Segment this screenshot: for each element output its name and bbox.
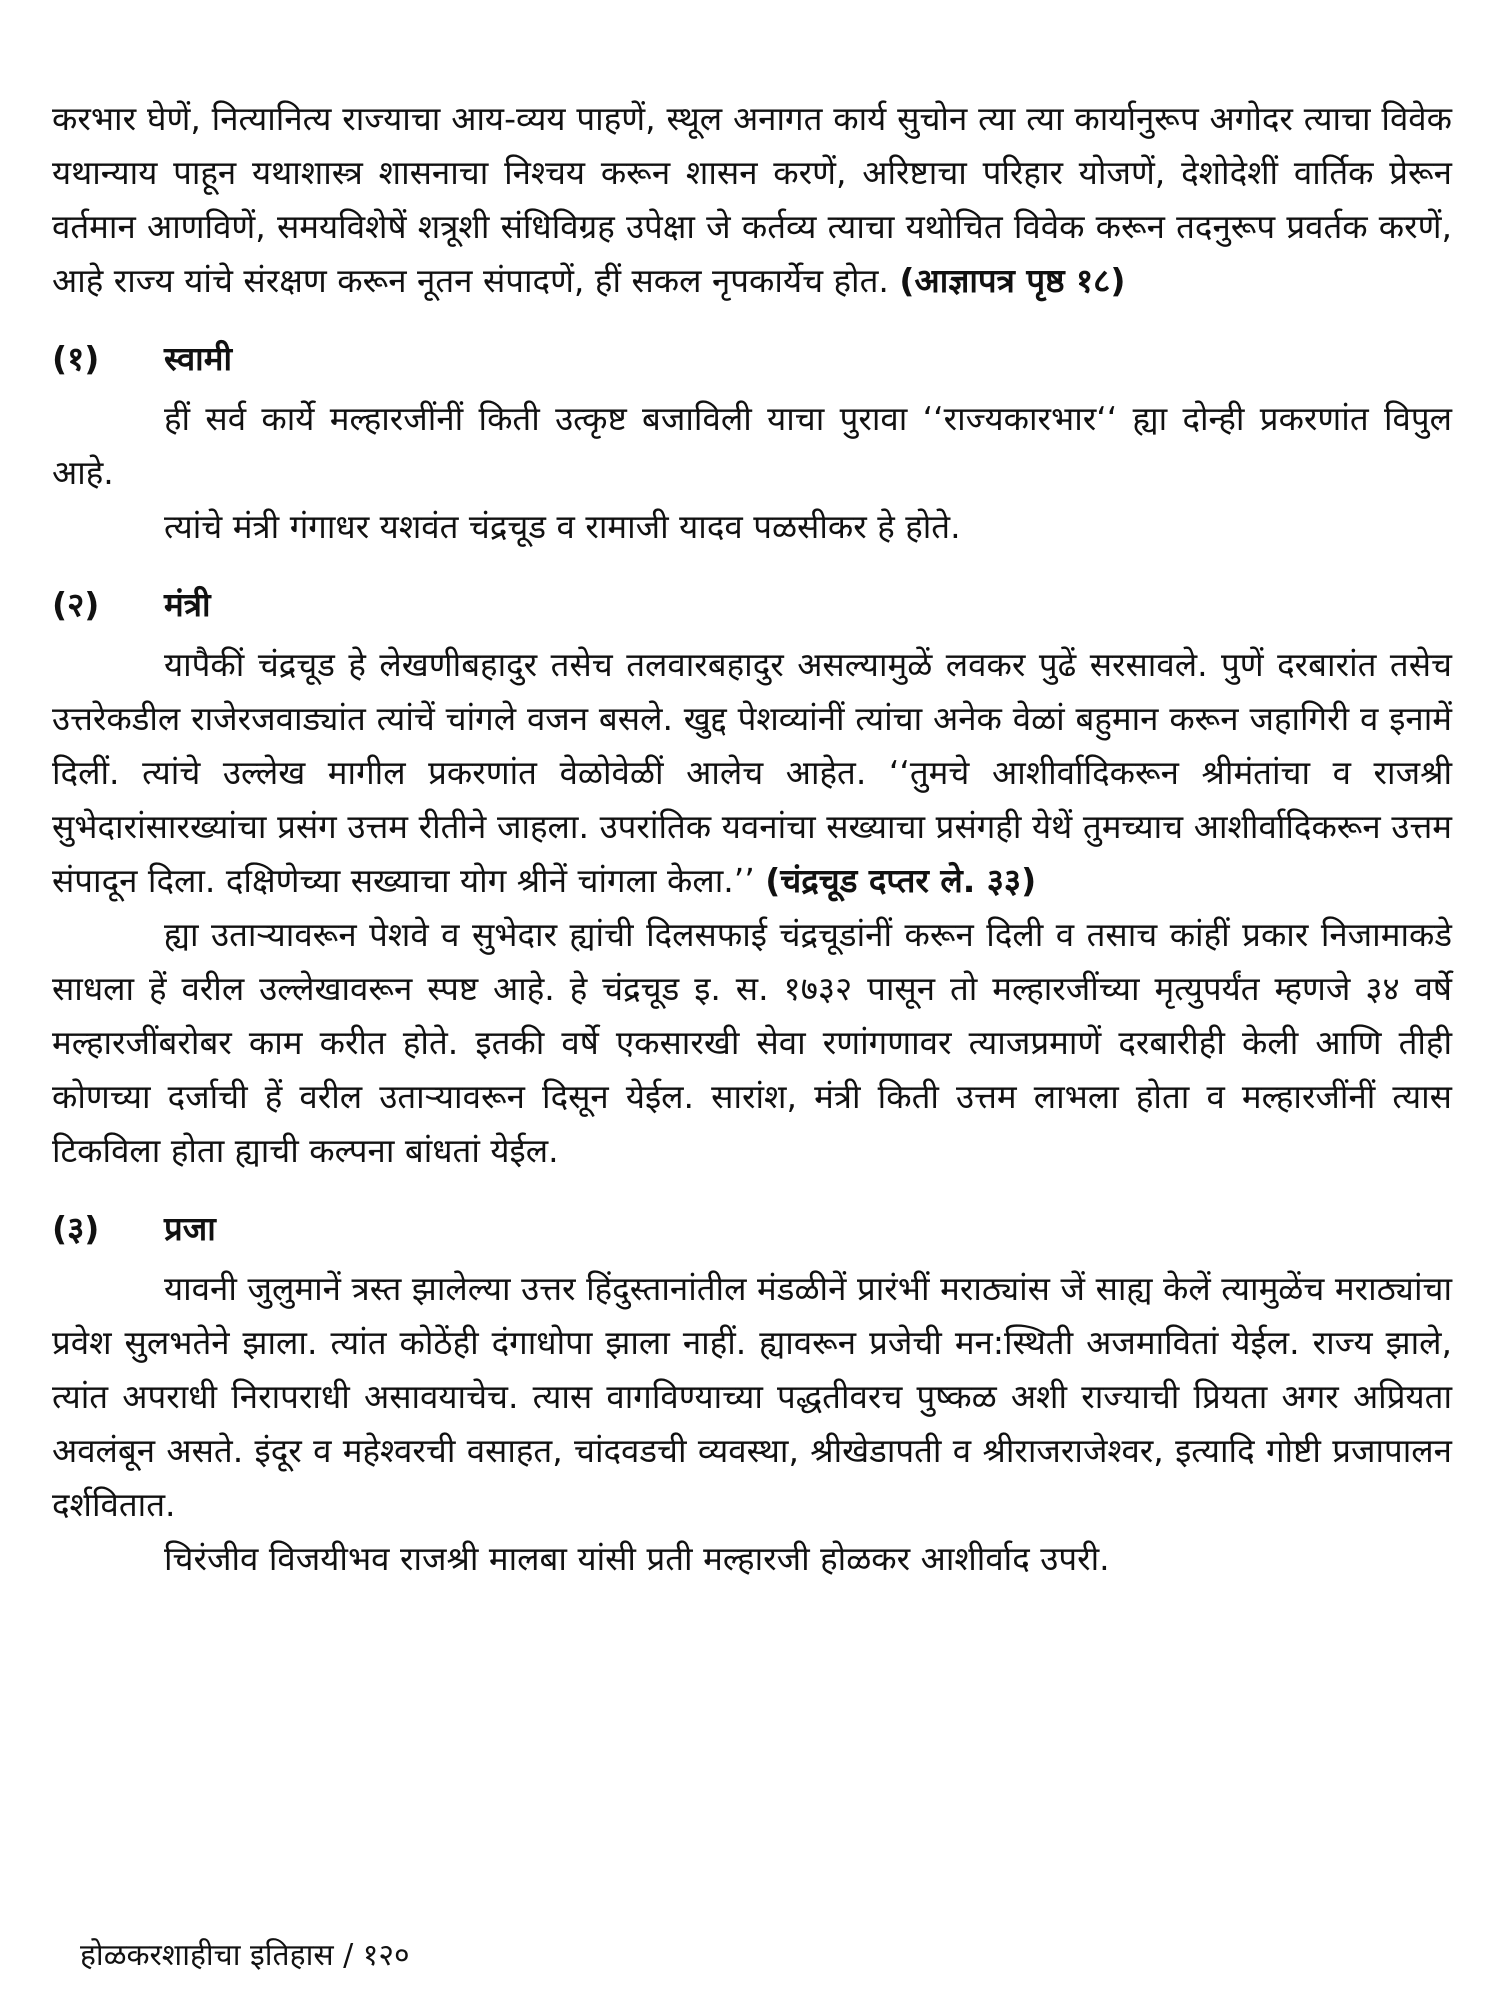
section-number: (२): [52, 585, 100, 624]
praja-paragraph-1: यावनी जुलुमानें त्रस्त झालेल्या उत्तर हिंदुस्तानांतील मंडळीनें प्रारंभीं मराठ्यांस जें साह्य केलें त्यामुळेंच मराठ्यांचा प्रवेश सुलभतेने झाला. त्यांत कोठेंही दंगाधोपा झाला नाहीं. ह्यावरून प्रजेची मन:स्थिती अजमावितां येईल. राज्य झाले, त्यांत अपराधी निरापराधी असावयाचेच. त्यास वागविण्याच्या पद्धतीवरच पुष्कळ अशी राज्याची प्रियता अगर अप्रियता अवलंबून असते. इंदूर व महेश्वरची वसाहत, चांदवडची व्यवस्था, श्रीखेडापती व श्रीराजराजेश्वर, इत्यादि गोष्टी प्रजापालन दर्शवितात.: [52, 1269, 1452, 1524]
swami-paragraph-2: त्यांचे मंत्री गंगाधर यशवंत चंद्रचूड व रामाजी यादव पळसीकर हे होते.: [164, 507, 961, 546]
page-footer: होळकरशाहीचा इतिहास / १२०: [80, 1938, 410, 1973]
page-body: [52, 92, 1452, 1586]
swami-paragraph-1: हीं सर्व कार्ये मल्हारजींनीं किती उत्कृष्ट बजाविली याचा पुरावा ‘‘राज्यकारभार‘‘ ह्या दोन्ही प्रकरणांत विपुल आहे.: [52, 399, 1452, 492]
section-number: (१): [52, 339, 100, 378]
section-heading-praja: [52, 1202, 1452, 1256]
mantri-paragraph-1-text: यापैकीं चंद्रचूड हे लेखणीबहादुर तसेच तलवारबहादुर असल्यामुळें लवकर पुढें सरसावले. पुणें दरबारांत तसेच उत्तरेकडील राजेरजवाड्यांत त्यांचें चांगले वजन बसले. खुद्द पेशव्यांनीं त्यांचा अनेक वेळां बहुमान करून जहागिरी व इनामें दिलीं. त्यांचे उल्लेख मागील प्रकरणांत वेळोवेळीं आलेच आहेत. ‘‘तुमचे आशीर्वादिकरून श्रीमंतांचा व राजश्री सुभेदारांसारख्यांचा प्रसंग उत्तम रीतीने जाहला. उपरांतिक यवनांचा सख्याचा प्रसंगही येथें तुमच्याच आशीर्वादिकरून उत्तम संपादून दिला. दक्षिणेच्या सख्याचा योग श्रीनें चांगला केला.’’: [52, 645, 1452, 900]
section-title: मंत्री: [164, 585, 211, 624]
section-title: स्वामी: [164, 339, 233, 378]
praja-paragraph-2: चिरंजीव विजयीभव राजश्री मालबा यांसी प्रती मल्हारजी होळकर आशीर्वाद उपरी.: [164, 1539, 1110, 1578]
section-heading-swami: [52, 332, 1452, 386]
mantri-paragraph-1: [52, 638, 1452, 908]
section-number: (३): [52, 1209, 100, 1248]
mantri-paragraph-2: ह्या उताऱ्यावरून पेशवे व सुभेदार ह्यांची दिलसफाई चंद्रचूडांनीं करून दिली व तसाच कांहीं प्रकार निजामाकडे साधला हें वरील उल्लेखावरून स्पष्ट आहे. हे चंद्रचूड इ. स. १७३२ पासून तो मल्हारजींच्या मृत्युपर्यंत म्हणजे ३४ वर्षे मल्हारजींबरोबर काम करीत होते. इतकी वर्षे एकसारखी सेवा रणांगणावर त्याजप्रमाणें दरबारीही केली आणि तीही कोणच्या दर्जाची हें वरील उताऱ्यावरून दिसून येईल. सारांश, मंत्री किती उत्तम लाभला होता व मल्हारजींनीं त्यास टिकविला होता ह्याची कल्पना बांधतां येईल.: [52, 915, 1452, 1170]
section-title: प्रजा: [164, 1209, 216, 1248]
intro-paragraph: [52, 92, 1452, 308]
mantri-reference: (चंद्रचूड दप्तर ले. ३३): [765, 861, 1037, 900]
section-heading-mantri: [52, 578, 1452, 632]
intro-reference: (आज्ञापत्र पृष्ठ १८): [899, 261, 1126, 300]
intro-text: करभार घेणें, नित्यानित्य राज्याचा आय-व्यय पाहणें, स्थूल अनागत कार्य सुचोन त्या त्या कार्यानुरूप अगोदर त्याचा विवेक यथान्याय पाहून यथाशास्त्र शासनाचा निश्चय करून शासन करणें, अरिष्टाचा परिहार योजणें, देशोदेशीं वार्तिक प्रेरून वर्तमान आणविणें, समयविशेषें शत्रूशी संधिविग्रह उपेक्षा जे कर्तव्य त्याचा यथोचित विवेक करून तदनुरूप प्रवर्तक करणें, आहे राज्य यांचे संरक्षण करून नूतन संपादणें, हीं सकल नृपकार्येच होत.: [52, 99, 1452, 300]
